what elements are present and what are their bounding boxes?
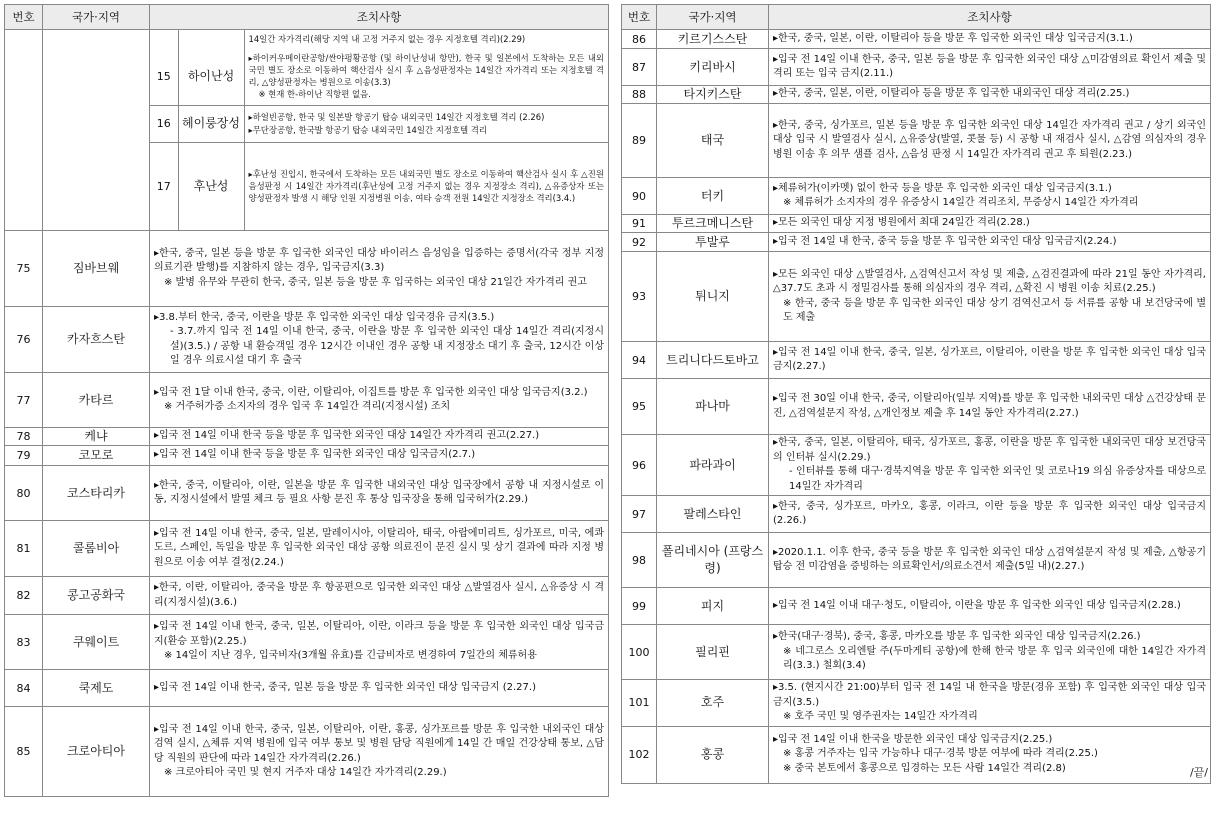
measure-text <box>769 233 1211 252</box>
table-row <box>622 252 1211 342</box>
row-number: 96 <box>622 435 657 496</box>
measure-text <box>769 30 1211 49</box>
table-row <box>150 48 608 105</box>
measure-text <box>769 252 1211 342</box>
row-number: 80 <box>5 466 43 521</box>
table-row <box>622 680 1211 727</box>
measure-text <box>150 231 609 307</box>
measure-line: ▸한국, 이란, 이탈리아, 중국을 방문 후 항공편으로 입국한 외국인 대상 △발열검사 실시, △유증상 시 격리(지정시설)(3.6.) <box>154 582 604 608</box>
header-no: 번호 <box>622 5 657 30</box>
measure-line: ※ 네그로스 오리엔탈 주(두마게티 공항)에 한해 한국 방문 후 입국 외국인에 대한 14일간 자가격리(3.3.) 철회(3.4) <box>783 645 1206 672</box>
measure-text <box>769 342 1211 379</box>
measure-line: ※ 크로아티아 국민 및 현지 거주자 대상 14일간 자가격리(2.29.) <box>164 767 447 778</box>
measure-line: ▸입국 전 14일 이내 한국, 중국, 일본, 싱가포르, 이탈리아, 이란을 방문 후 입국한 외국인 대상 입국금지(2.27.) <box>773 346 1206 372</box>
measure-text <box>150 373 609 428</box>
china-province-subtable-cell <box>150 30 609 231</box>
row-number: 98 <box>622 533 657 588</box>
sub-top-text: 14일간 자가격리(해당 지역 내 고정 거주지 없는 경우 지정호텔 격리)(2.29) <box>248 33 526 44</box>
measure-line: ▸한국, 중국, 이탈리아, 이란, 일본을 방문 후 입국한 내외국인 대상 입국장에서 공항 내 지정시설로 이동, 지정시설에서 발열 체크 등 필요 사항 문진 후 통상 입국장을 통해 입국허가(2.29.) <box>154 479 604 505</box>
table-row <box>5 466 609 521</box>
continuation-row-china <box>5 30 609 231</box>
measure-text <box>150 466 609 521</box>
measure-text <box>769 86 1211 104</box>
table-row <box>622 435 1211 496</box>
measure-line: ▸하얼빈공항, 한국 및 일본발 항공기 탑승 내외국민 14일간 지정호텔 격리 (2.26) <box>248 112 545 123</box>
measure-text <box>769 588 1211 625</box>
country-name: 헤이룽장성 <box>178 105 244 142</box>
measure-line: ▸한국, 중국, 일본, 이란, 이탈리아 등을 방문 후 입국한 외국인 대상 입국금지(3.1.) <box>773 32 1133 44</box>
table-row <box>5 231 609 307</box>
header-measure: 조치사항 <box>769 5 1211 30</box>
country-name: 코스타리카 <box>43 466 150 521</box>
measure-line: ▸입국 전 14일 이내 한국 등을 방문 후 입국한 외국인 대상 입국금지(2.7.) <box>154 449 476 461</box>
measure-text <box>150 707 609 797</box>
measure-text <box>769 49 1211 86</box>
row-number: 75 <box>5 231 43 307</box>
measure-line: ※ 발병 유무와 무관히 한국, 중국, 일본 등을 방문 후 입국하는 외국인 대상 21일간 자가격리 권고 <box>164 276 587 288</box>
measure-text <box>769 496 1211 533</box>
table-row <box>622 379 1211 435</box>
country-name: 크로아티아 <box>43 707 150 797</box>
measure-text <box>769 680 1211 727</box>
measure-text <box>150 521 609 577</box>
table-row <box>622 215 1211 233</box>
header-measure: 조치사항 <box>150 5 609 30</box>
measure-text <box>769 726 1211 783</box>
measure-line: ▸입국 전 1달 이내 한국, 중국, 이란, 이탈리아, 이집트를 방문 후 입국한 외국인 대상 입국금지(3.2.) <box>154 386 588 398</box>
measure-line: ▸3.8.부터 한국, 중국, 이란을 방문 후 입국한 외국인 대상 입국경유 금지(3.5.) <box>154 311 495 323</box>
country-name: 쿠웨이트 <box>43 615 150 670</box>
measure-line: ▸입국 전 14일 이내 한국, 중국, 일본, 말레이시아, 이탈리아, 태국, 아랍에미리트, 싱가포르, 미국, 에콰도르, 스페인, 독일을 방문 후 입국한 외국인 대상 공항 의료진이 문진 실시 및 상기 결과에 따라 지정 병원으로 이송 여부 결정(2.24.) <box>154 527 604 568</box>
measure-line: ▸입국 전 14일 이내 한국, 중국, 일본 등을 방문 후 입국한 외국인 대상 △미감염의료 확인서 제출 및 격리 또는 입국 금지(2.11.) <box>773 53 1206 79</box>
measure-line: ▸입국 전 14일 이내 한국을 방문한 외국인 대상 입국금지(2.25.) <box>773 733 1053 745</box>
country-name: 튀니지 <box>657 252 769 342</box>
country-name: 키르기스스탄 <box>657 30 769 49</box>
measure-line: ▸모든 외국인 대상 지정 병원에서 최대 24일간 격리(2.28.) <box>773 217 1030 229</box>
country-name: 파라과이 <box>657 435 769 496</box>
row-number: 88 <box>622 86 657 104</box>
measures-table-right <box>621 4 1211 784</box>
row-number: 16 <box>150 105 178 142</box>
row-number: 76 <box>5 307 43 373</box>
country-name: 카타르 <box>43 373 150 428</box>
measure-line: ▸후난성 진입시, 한국에서 도착하는 모든 내외국민 별도 장소로 이동하여 핵산검사 실시 후 △진원 음성판정 시 14일간 자가격리(후난성에 고정 거주지 없는 경우 지정장소 격리), △유증상자 또는 양성판정자 발생 시 해당 인원 지정병원 이송, 여타 승객 전원 14일간 지정장소 격리(3.4.) <box>248 168 604 204</box>
measure-line: - 인터뷰를 통해 대구·경북지역을 방문 후 입국한 외국인 및 코로나19 의심 유증상자를 대상으로 14일간 자가격리 <box>789 466 1206 492</box>
table-row <box>622 625 1211 680</box>
measure-text <box>244 105 608 142</box>
table-row <box>622 233 1211 252</box>
country-name: 트리니다드토바고 <box>657 342 769 379</box>
table-row <box>5 577 609 615</box>
measure-line: ▸체류허가(이카멧) 없이 한국 등을 방문 후 입국한 외국인 대상 입국금지(3.1.) <box>773 182 1112 194</box>
table-row <box>622 533 1211 588</box>
table-row <box>622 49 1211 86</box>
row-number: 82 <box>5 577 43 615</box>
country-name: 필리핀 <box>657 625 769 680</box>
measure-line: ▸한국, 중국, 일본, 이탈리아, 태국, 싱가포르, 홍콩, 이란을 방문 후 입국한 내외국민 대상 보건당국의 인터뷰 실시(2.29.) <box>773 437 1206 463</box>
measure-text <box>769 215 1211 233</box>
measure-line: ※ 한국, 중국 등을 방문 후 입국한 외국인 대상 상기 검역신고서 등 서류를 공항 내 보건당국에 별도 제출 <box>783 297 1206 323</box>
measure-text <box>150 428 609 446</box>
country-name: 투발루 <box>657 233 769 252</box>
country-name: 피지 <box>657 588 769 625</box>
china-province-subtable <box>150 30 608 230</box>
row-number: 94 <box>622 342 657 379</box>
table-header-row <box>5 5 609 30</box>
table-row <box>5 521 609 577</box>
end-mark: /끝/ <box>1189 766 1208 779</box>
table-row <box>622 342 1211 379</box>
measure-line: ※ 체류허가 소지자의 경우 유증상시 14일간 격리조치, 무증상시 14일간 자가격리 <box>783 197 1139 208</box>
country-name: 팔레스타인 <box>657 496 769 533</box>
country-name: 콩고공화국 <box>43 577 150 615</box>
measure-text <box>150 307 609 373</box>
row-number: 90 <box>622 178 657 215</box>
row-number: 84 <box>5 670 43 707</box>
country-name: 짐바브웨 <box>43 231 150 307</box>
table-row <box>150 105 608 142</box>
row-number: 91 <box>622 215 657 233</box>
measure-text <box>150 577 609 615</box>
measure-line: ※ 거주허가증 소지자의 경우 입국 후 14일간 격리(지정시설) 조치 <box>164 401 451 412</box>
country-name: 카자흐스탄 <box>43 307 150 373</box>
measure-line: ▸입국 전 14일 이내 한국, 중국, 일본, 이탈리아, 이란, 이라크 등을 방문 후 입국한 외국인 대상 입국금지(환승 포함)(2.25.) <box>154 621 604 647</box>
measure-line: ▸입국 전 14일 이내 대구·청도, 이탈리아, 이란을 방문 후 입국한 외국인 대상 입국금지(2.28.) <box>773 599 1181 611</box>
measure-line: ▸한국, 중국, 일본 등을 방문 후 입국한 외국인 대상 바이러스 음성임을 입증하는 증명서(각국 정부 지정 의료기관 발행)를 지참하지 않는 경우, 입국금지(3.3) <box>154 247 604 274</box>
country-name: 투르크메니스탄 <box>657 215 769 233</box>
measure-line: ※ 중국 본토에서 홍콩으로 입경하는 모든 사람 14일간 격리(2.8) <box>783 762 1066 774</box>
measure-line: ※ 14일이 지난 경우, 입국비자(3개월 유효)를 긴급비자로 변경하여 7일간의 체류허용 <box>164 650 537 662</box>
row-number: 83 <box>5 615 43 670</box>
measures-table-left <box>4 4 609 797</box>
country-name: 콜롬비아 <box>43 521 150 577</box>
row-number: 93 <box>622 252 657 342</box>
measure-line: ▸한국, 중국, 싱가포르, 마카오, 홍콩, 이라크, 이란 등을 방문 후 입국한 외국인 대상 입국금지(2.26.) <box>773 500 1206 526</box>
table-row <box>5 707 609 797</box>
row-number: 97 <box>622 496 657 533</box>
country-name: 쿡제도 <box>43 670 150 707</box>
measure-line: ▸3.5. (현지시간 21:00)부터 입국 전 14일 내 한국을 방문(경유 포함) 후 입국한 외국인 대상 입국 금지(3.5.) <box>773 682 1206 708</box>
measure-line: ▸입국 전 14일 이내 한국, 중국, 일본, 이탈리아, 이란, 홍콩, 싱가포르를 방문 후 입국한 내외국인 대상 검역 실시, △체류 지역 병원에 입국 여부 통보 및 병원 담당 직원에게 14일 간 매일 건강상태 통보, △담당 직원의 판단에 따라 14일간 자가격리(2.26.) <box>154 723 604 764</box>
measure-text <box>244 142 608 230</box>
row-number: 86 <box>622 30 657 49</box>
row-number: 100 <box>622 625 657 680</box>
country-name: 홍콩 <box>657 726 769 783</box>
row-number: 102 <box>622 726 657 783</box>
table-row <box>622 30 1211 49</box>
measure-line: ▸입국 전 14일 내 한국, 중국 등을 방문 후 입국한 외국인 대상 입국금지(2.24.) <box>773 235 1117 247</box>
country-name: 키리바시 <box>657 49 769 86</box>
measure-text <box>150 615 609 670</box>
table-row <box>622 496 1211 533</box>
measure-line: ※ 현재 한-하이난 직항편 없음. <box>258 89 371 100</box>
table-header-row <box>622 5 1211 30</box>
measure-text <box>769 435 1211 496</box>
measure-line: ▸무단장공항, 한국발 항공기 탑승 내외국민 14일간 지정호텔 격리 <box>248 124 487 135</box>
measure-text <box>769 178 1211 215</box>
measure-line: ▸모든 외국인 대상 △발열검사, △검역신고서 작성 및 제출, △검진결과에 따라 21일 동안 자가격리, △37.7도 초과 시 정밀검사를 통해 의심자의 경우 격리, △확진 시 병원 이송 치료(2.25.) <box>773 268 1206 294</box>
measure-text <box>769 533 1211 588</box>
country-name: 케냐 <box>43 428 150 446</box>
row-number: 95 <box>622 379 657 435</box>
measure-line: ▸한국(대구·경북), 중국, 홍콩, 마카오를 방문 후 입국한 외국인 대상 입국금지(2.26.) <box>773 631 1141 643</box>
table-row <box>5 373 609 428</box>
row-number: 79 <box>5 446 43 466</box>
table-row <box>5 670 609 707</box>
row-number: 85 <box>5 707 43 797</box>
table-row <box>622 104 1211 178</box>
measure-text <box>769 379 1211 435</box>
row-number: 101 <box>622 680 657 727</box>
row-number: 77 <box>5 373 43 428</box>
country-name: 코모로 <box>43 446 150 466</box>
country-name: 하이난성 <box>178 48 244 105</box>
header-no: 번호 <box>5 5 43 30</box>
measure-text <box>769 625 1211 680</box>
measure-line: ▸2020.1.1. 이후 한국, 중국 등을 방문 후 입국한 외국인 대상 △검역설문지 작성 및 제출, △항공기 탑승 전 미감염을 증빙하는 의료확인서/의료소견서 제출(5일 내)(2.27.) <box>773 546 1206 572</box>
table-row <box>622 588 1211 625</box>
measure-line: - 3.7.까지 입국 전 14일 이내 한국, 중국, 이란을 방문 후 입국한 외국인 대상 14일간 격리(지정시설)(3.5.) / 공항 내 환승객일 경우 12시간 이내인 경우 공항 내 지정장소 대기 후 출국, 12시간 이상일 경우 의료시설 대기 후 출국 <box>170 326 604 366</box>
country-name: 터키 <box>657 178 769 215</box>
table-row <box>622 726 1211 783</box>
table-row <box>5 307 609 373</box>
row-number: 89 <box>622 104 657 178</box>
country-name: 후난성 <box>178 142 244 230</box>
country-name: 태국 <box>657 104 769 178</box>
measure-line: ▸하이커우메이란공항/싼야펑황공항 (및 하이난성내 항만), 한국 및 일본에서 도착하는 모든 내외국민 별도 장소로 이동하여 핵산검사 실시 후 △음성판정자는 14일간 자가격리 또는 지정호텔 격리, △양성판정자는 병원으로 이송(3.3) <box>248 52 604 88</box>
row-number: 81 <box>5 521 43 577</box>
measure-line: ▸한국, 중국, 일본, 이란, 이탈리아 등을 방문 후 입국한 내외국인 대상 격리(2.25.) <box>773 88 1130 100</box>
measure-text <box>244 48 608 105</box>
measure-line: ▸입국 전 30일 이내 한국, 중국, 이탈리아(일부 지역)를 방문 후 입국한 내외국민 대상 △건강상태 문진, △검역설문지 작성, △개인정보 제출 후 14일 동안 자가격리(2.27.) <box>773 393 1206 419</box>
table-row <box>622 178 1211 215</box>
measure-line: ▸입국 전 14일 이내 한국 등을 방문 후 입국한 외국인 대상 14일간 자가격리 권고(2.27.) <box>154 430 540 442</box>
measure-text <box>769 104 1211 178</box>
header-country: 국가·지역 <box>657 5 769 30</box>
table-row <box>5 446 609 466</box>
table-row <box>622 86 1211 104</box>
table-row <box>5 428 609 446</box>
country-name: 호주 <box>657 680 769 727</box>
measure-line: ※ 호주 국민 및 영주권자는 14일간 자가격리 <box>783 711 978 722</box>
row-number: 92 <box>622 233 657 252</box>
row-number: 15 <box>150 48 178 105</box>
table-row <box>5 615 609 670</box>
measure-line: ▸입국 전 14일 이내 한국, 중국, 일본 등을 방문 후 입국한 외국인 대상 입국금지 (2.27.) <box>154 681 536 693</box>
row-number: 99 <box>622 588 657 625</box>
measure-line: ※ 홍콩 거주자는 입국 가능하나 대구·경북 방문 여부에 따라 격리(2.25.) <box>783 748 1098 760</box>
measure-line: ▸한국, 중국, 싱가포르, 일본 등을 방문 후 입국한 외국인 대상 14일간 자가격리 권고 / 상기 외국인 대상 입국 시 발열검사 실시, △유증상(발열, 콧물 등) 시 공항 내 재검사 실시, △감염 의심자의 경우 병원 이송 후 의무 샘플 검사, △음성 판정 시 14일간 자가격리 권고 후 퇴원(2.23.) <box>773 119 1206 160</box>
measure-text <box>150 670 609 707</box>
table-row <box>150 142 608 230</box>
country-name: 폴리네시아 (프랑스령) <box>657 533 769 588</box>
row-number: 78 <box>5 428 43 446</box>
row-number: 87 <box>622 49 657 86</box>
country-name: 타지키스탄 <box>657 86 769 104</box>
measure-text <box>150 446 609 466</box>
row-number: 17 <box>150 142 178 230</box>
header-country: 국가·지역 <box>43 5 150 30</box>
country-name: 파나마 <box>657 379 769 435</box>
